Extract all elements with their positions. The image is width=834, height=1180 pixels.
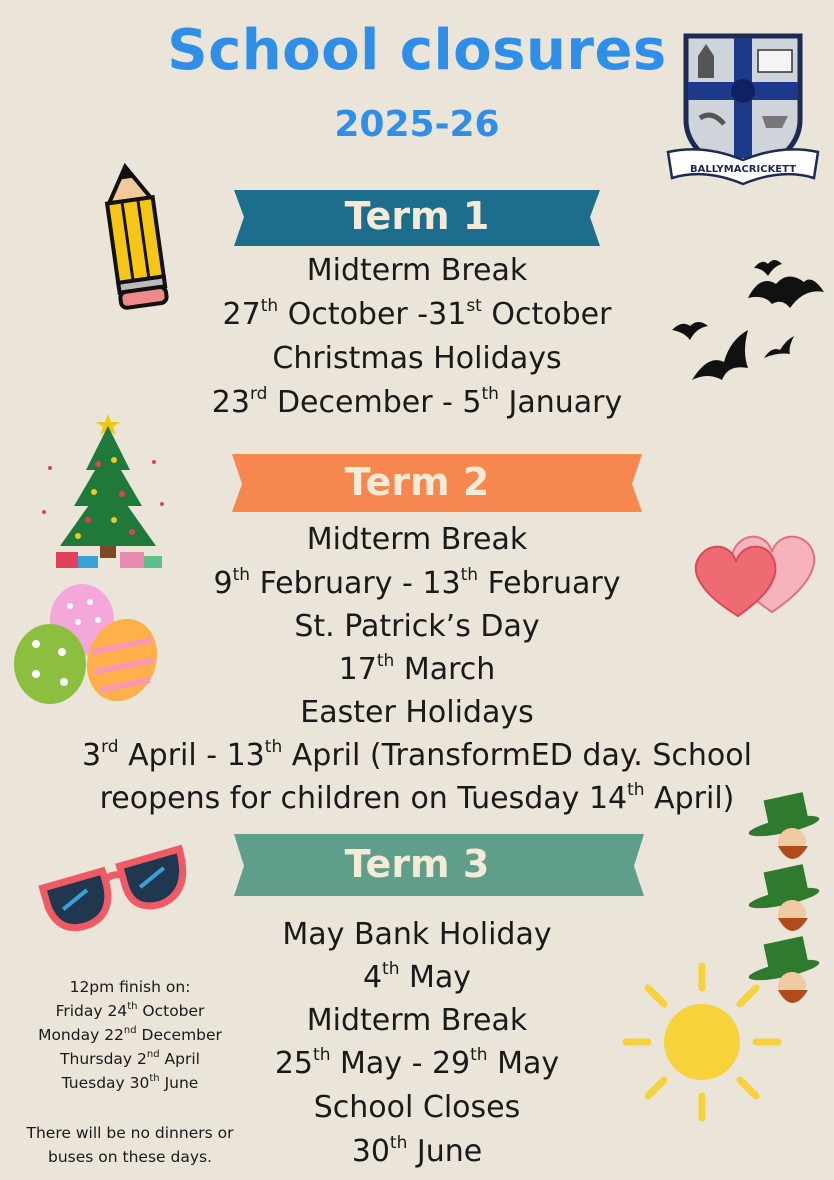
term-1-label: Term 1 xyxy=(344,194,490,238)
page-title: School closures xyxy=(167,18,667,83)
term2-stpatrick-date: 17th March xyxy=(338,651,496,687)
term-1-banner xyxy=(0,186,834,250)
term1-christmas-dates: 23rd December - 5th January xyxy=(211,384,623,420)
term2-midterm-label: Midterm Break xyxy=(306,522,528,557)
term3-bank-holiday-date: 4th May xyxy=(362,959,472,995)
early-finish-day-1: Friday 24th October xyxy=(55,1001,205,1020)
term2-easter-label: Easter Holidays xyxy=(300,695,534,730)
term3-bank-holiday-label: May Bank Holiday xyxy=(282,917,552,952)
term3-midterm-dates: 25th May - 29th May xyxy=(274,1045,560,1081)
school-crest xyxy=(664,28,822,188)
crest-banner-text: BALLYMACRICKETT xyxy=(689,164,797,175)
term-2-label: Term 2 xyxy=(344,460,490,504)
early-finish-day-4: Tuesday 30th June xyxy=(61,1073,199,1092)
term3-closes-date: 30th June xyxy=(351,1133,483,1169)
term2-stpatrick-label: St. Patrick’s Day xyxy=(294,609,540,644)
term-2-banner xyxy=(0,450,834,514)
term3-closes-label: School Closes xyxy=(313,1090,521,1125)
term1-midterm-label: Midterm Break xyxy=(306,253,528,288)
early-finish-day-3: Thursday 2nd April xyxy=(60,1049,200,1068)
early-finish-heading: 12pm finish on: xyxy=(69,978,191,996)
term3-midterm-label: Midterm Break xyxy=(306,1003,528,1038)
easter-eggs-illustration xyxy=(12,582,162,712)
early-finish-note-line-1: There will be no dinners or xyxy=(26,1124,234,1142)
term1-christmas-label: Christmas Holidays xyxy=(272,341,562,376)
term2-easter-dates-line2: reopens for children on Tuesday 14th April) xyxy=(99,780,735,816)
term-3-label: Term 3 xyxy=(344,842,490,886)
early-finish-note-line-2: buses on these days. xyxy=(48,1148,212,1166)
school-year: 2025-26 xyxy=(334,104,500,145)
sun-illustration xyxy=(622,962,782,1126)
early-finish-day-2: Monday 22nd December xyxy=(38,1025,222,1044)
hearts-illustration xyxy=(676,524,820,624)
term2-midterm-dates: 9th February - 13th February xyxy=(213,565,621,601)
term2-easter-dates-line1: 3rd April - 13th April (TransformED day. School xyxy=(82,737,752,773)
bats-illustration xyxy=(668,254,828,390)
term1-midterm-dates: 27th October -31st October xyxy=(222,296,612,332)
